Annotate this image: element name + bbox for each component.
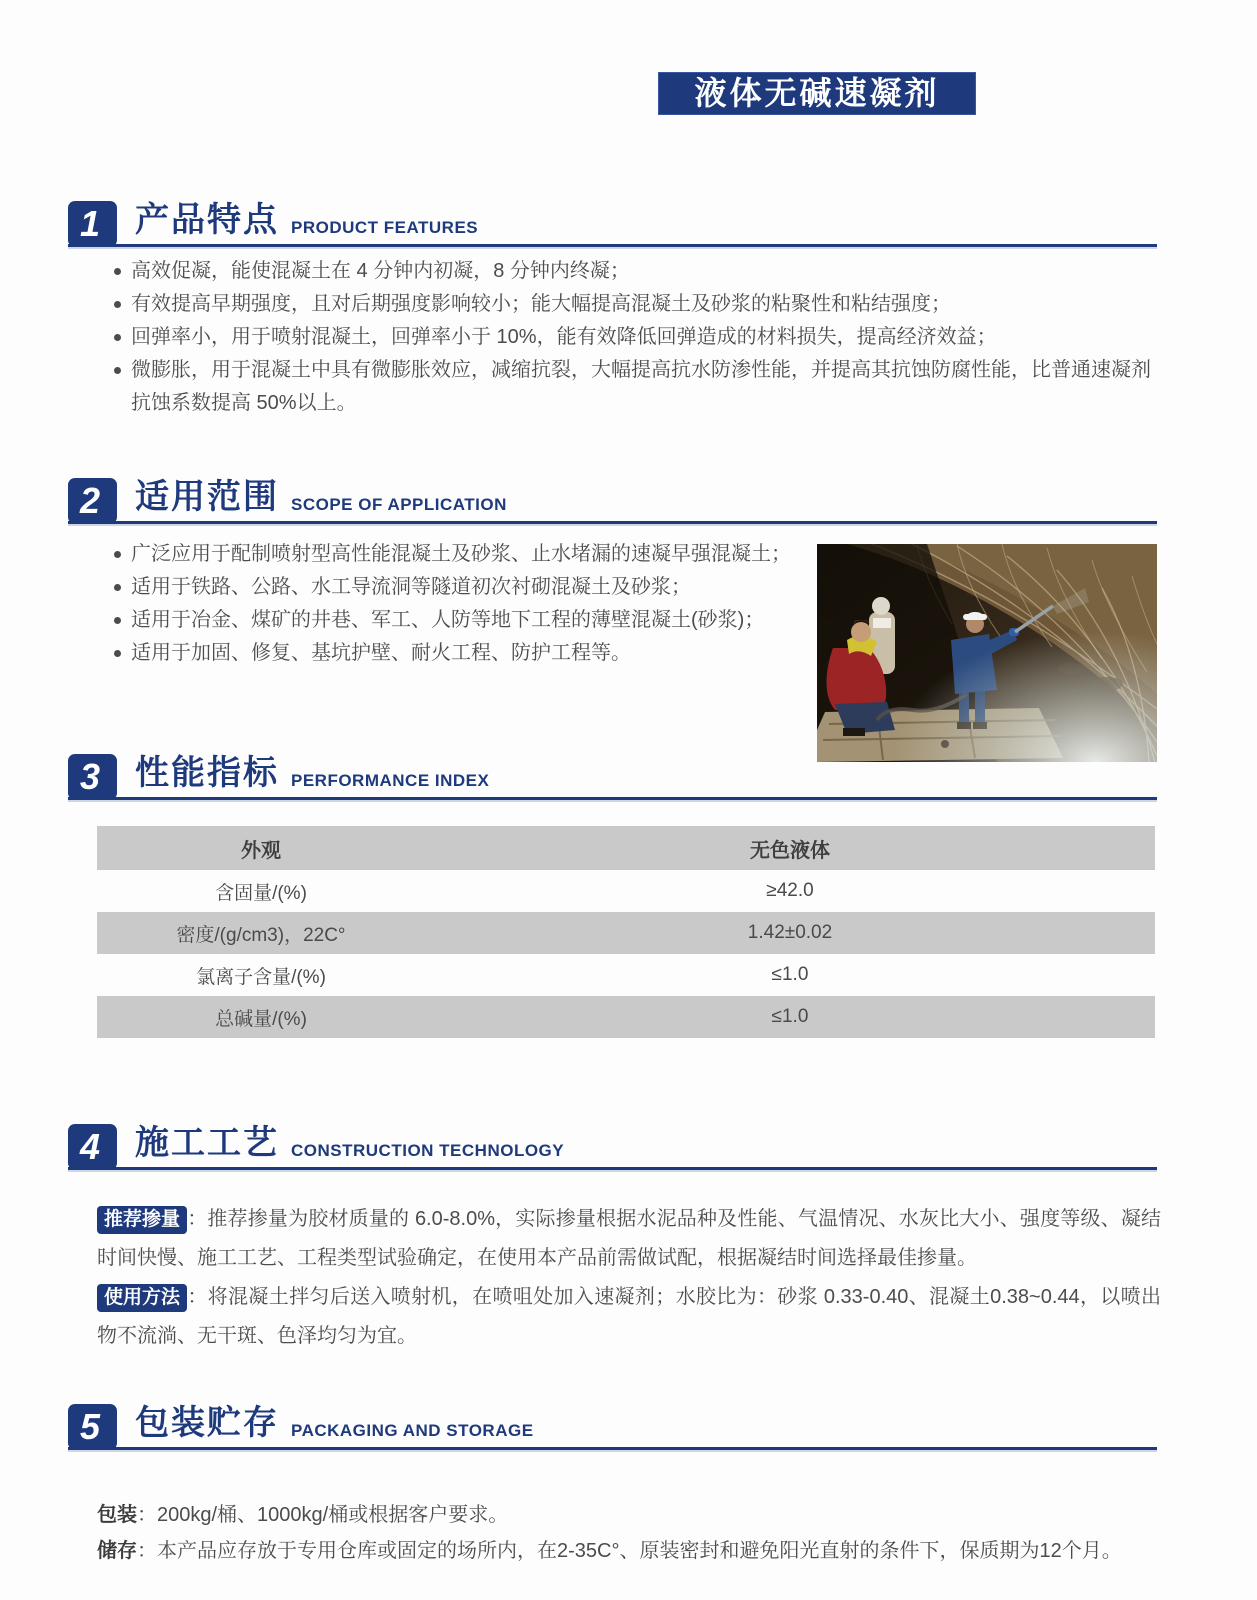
section-2-header xyxy=(68,474,1157,524)
bullet-text: 高效促凝，能使混凝土在 4 分钟内初凝，8 分钟内终凝； xyxy=(131,260,630,282)
bullet-text: 广泛应用于配制喷射型高性能混凝土及砂浆、止水堵漏的速凝早强混凝土； xyxy=(131,543,791,565)
table-row xyxy=(97,996,1155,1038)
table-cell-label: 外观 xyxy=(240,839,281,862)
section-packaging-and-storage xyxy=(68,1400,1157,1569)
packaging-line xyxy=(97,1497,1157,1533)
section-2-title: 适用范围 xyxy=(135,478,279,516)
table-row xyxy=(97,954,1155,996)
table-row xyxy=(97,912,1155,954)
section-scope-of-application xyxy=(68,474,1157,762)
bullet-dot-icon xyxy=(114,617,121,624)
list-item xyxy=(112,354,1157,420)
section-4-subtitle-en: CONSTRUCTION TECHNOLOGY xyxy=(291,1141,565,1160)
performance-table xyxy=(97,826,1155,1038)
section-3-number-badge: 3 xyxy=(68,754,117,800)
paragraph-usage-method xyxy=(97,1278,1161,1356)
list-item xyxy=(112,288,1157,321)
scope-bullet-list xyxy=(68,538,817,762)
table-cell-label: 总碱量/(%) xyxy=(215,1008,307,1030)
tunnel-shotcrete-photo xyxy=(817,544,1157,762)
bullet-text: 有效提高早期强度，且对后期强度影响较小；能大幅提高混凝土及砂浆的粘聚性和粘结强度； xyxy=(131,293,951,315)
table-cell-value: ≥42.0 xyxy=(766,880,814,901)
section-construction-technology xyxy=(68,1120,1161,1356)
table-row xyxy=(97,870,1155,912)
list-item xyxy=(112,538,807,571)
page-title: 液体无碱速凝剂 xyxy=(658,72,976,115)
section-5-subtitle-en: PACKAGING AND STORAGE xyxy=(291,1421,534,1440)
bullet-dot-icon xyxy=(114,650,121,657)
paragraph-recommended-dosage xyxy=(97,1200,1161,1278)
table-row xyxy=(97,826,1155,870)
recommended-dosage-badge: 推荐掺量 xyxy=(97,1206,187,1234)
table-cell-value: ≤1.0 xyxy=(771,1006,809,1027)
section-4-title: 施工工艺 xyxy=(135,1124,279,1162)
section-performance-index xyxy=(68,750,1157,1038)
bullet-dot-icon xyxy=(114,301,121,308)
paragraph-text: ：将混凝土拌匀后送入喷射机，在喷咀处加入速凝剂；水胶比为：砂浆 0.33-0.40、混凝土0.38~0.44，以喷出物不流淌、无干斑、色泽均匀为宜。 xyxy=(97,1286,1161,1347)
section-5-title: 包装贮存 xyxy=(135,1404,279,1442)
section-4-number-badge: 4 xyxy=(68,1124,117,1170)
section-1-subtitle-en: PRODUCT FEATURES xyxy=(291,218,479,237)
section-4-header xyxy=(68,1120,1157,1170)
storage-line xyxy=(97,1533,1157,1569)
table-cell-value: 1.42±0.02 xyxy=(747,922,833,943)
table-cell-label: 含固量/(%) xyxy=(215,882,307,904)
table-cell-label: 氯离子含量/(%) xyxy=(196,966,326,988)
bullet-dot-icon xyxy=(114,584,121,591)
section-3-header xyxy=(68,750,1157,800)
bullet-text: 适用于铁路、公路、水工导流洞等隧道初次衬砌混凝土及砂浆； xyxy=(131,576,691,598)
usage-method-badge: 使用方法 xyxy=(97,1284,187,1312)
bullet-text: 适用于冶金、煤矿的井巷、军工、人防等地下工程的薄壁混凝土(砂浆)； xyxy=(131,609,765,631)
table-cell-label: 密度/(g/cm3)，22C° xyxy=(176,924,346,946)
section-3-title: 性能指标 xyxy=(135,754,279,792)
packaging-text: ：200kg/桶、1000kg/桶或根据客户要求。 xyxy=(137,1504,509,1526)
list-item xyxy=(112,321,1157,354)
storage-items xyxy=(97,1497,1157,1569)
bullet-dot-icon xyxy=(114,268,121,275)
section-product-features xyxy=(68,197,1157,420)
bullet-text: 回弹率小，用于喷射混凝土，回弹率小于 10%，能有效降低回弹造成的材料损失，提高经济效益； xyxy=(131,326,997,348)
list-item xyxy=(112,255,1157,288)
bullet-dot-icon xyxy=(114,551,121,558)
list-item xyxy=(112,604,807,637)
section-1-header xyxy=(68,197,1157,247)
section-1-number-badge: 1 xyxy=(68,201,117,247)
section-2-body xyxy=(68,524,1157,762)
paragraph-text: ：推荐掺量为胶材质量的 6.0-8.0%，实际掺量根据水泥品种及性能、气温情况、水灰比大小、强度等级、凝结时间快慢、施工工艺、工程类型试验确定，在使用本产品前需做试配，根据凝结时间选择最佳掺量。 xyxy=(97,1208,1161,1269)
list-item xyxy=(112,571,807,604)
section-5-header xyxy=(68,1400,1157,1450)
bullet-text: 微膨胀，用于混凝土中具有微膨胀效应，减缩抗裂，大幅提高抗水防渗性能，并提高其抗蚀防腐性能，比普通速凝剂抗蚀系数提高 50%以上。 xyxy=(131,359,1151,414)
list-item xyxy=(112,637,807,670)
bullet-dot-icon xyxy=(114,334,121,341)
section-2-number-badge: 2 xyxy=(68,478,117,524)
section-5-number-badge: 5 xyxy=(68,1404,117,1450)
table-cell-value: ≤1.0 xyxy=(771,964,809,985)
bullet-text: 适用于加固、修复、基坑护壁、耐火工程、防护工程等。 xyxy=(131,642,631,664)
section-1-title: 产品特点 xyxy=(135,201,279,239)
section-2-subtitle-en: SCOPE OF APPLICATION xyxy=(291,495,507,514)
storage-text: ：本产品应存放于专用仓库或固定的场所内，在2-35C°、原装密封和避免阳光直射的条件下，保质期为12个月。 xyxy=(137,1540,1122,1562)
section-3-subtitle-en: PERFORMANCE INDEX xyxy=(291,771,490,790)
bullet-dot-icon xyxy=(114,367,121,374)
feature-bullet-list xyxy=(68,255,1157,420)
table-cell-value: 无色液体 xyxy=(749,839,830,862)
storage-label: 储存 xyxy=(97,1540,137,1562)
packaging-label: 包装 xyxy=(97,1504,137,1526)
construction-paragraphs xyxy=(97,1200,1161,1356)
